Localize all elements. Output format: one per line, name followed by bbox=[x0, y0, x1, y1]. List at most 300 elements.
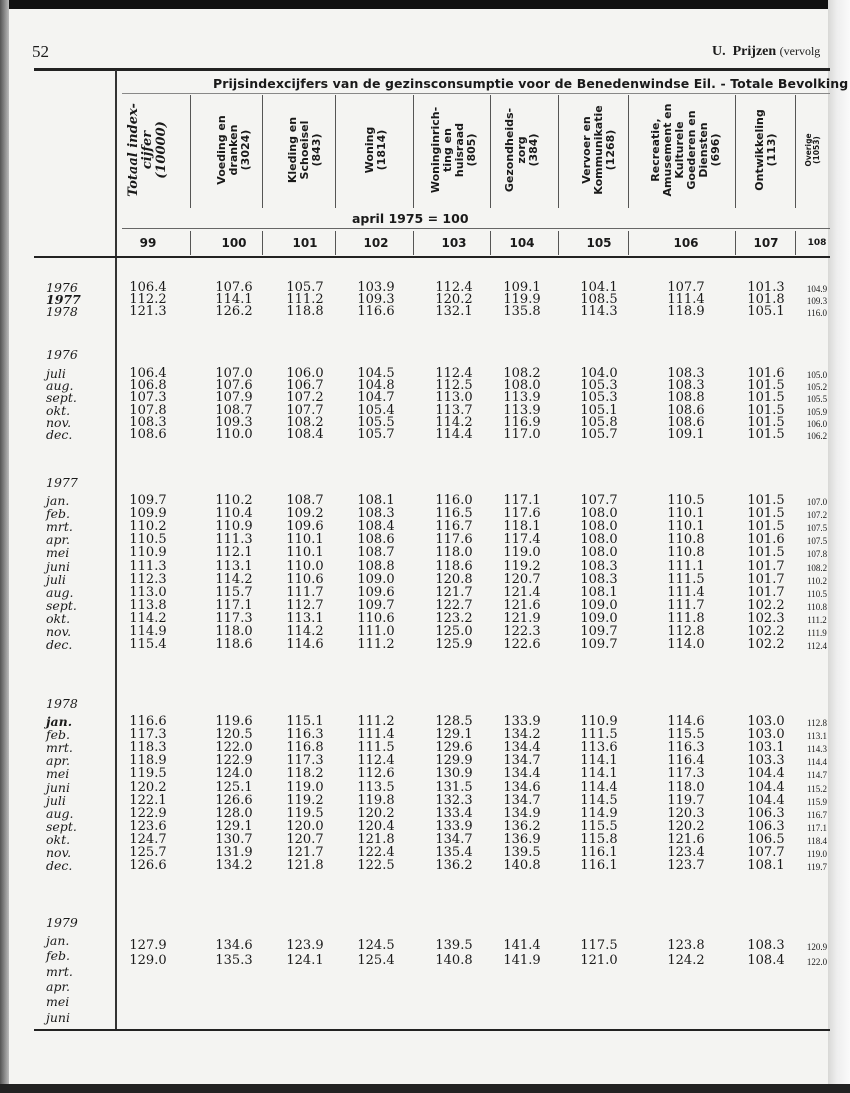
table-cell: 123.8 bbox=[667, 938, 705, 953]
table-cell: 117.6 bbox=[435, 532, 473, 548]
table-cell: 109.0 bbox=[580, 597, 618, 613]
table-cell: 101.6 bbox=[747, 366, 785, 381]
table-cell: 121.6 bbox=[503, 597, 541, 613]
table-cell: 101.7 bbox=[747, 571, 785, 587]
row-label: mrt. bbox=[46, 519, 73, 535]
table-cell: 109.7 bbox=[129, 493, 167, 508]
column-header: Woninginrich- ting en huisraad (805) bbox=[429, 106, 478, 194]
table-cell: 116.0 bbox=[435, 493, 473, 508]
row-label: mrt. bbox=[46, 963, 73, 979]
table-cell: 116.8 bbox=[286, 740, 324, 756]
table-cell: 108.0 bbox=[580, 532, 618, 548]
row-label: juni bbox=[46, 558, 70, 574]
table-cell: 121.8 bbox=[357, 831, 395, 847]
table-cell: 108.3 bbox=[747, 938, 785, 953]
table-cell: 132.3 bbox=[435, 792, 473, 808]
table-cell: 120.5 bbox=[215, 727, 253, 743]
row-label: jan. bbox=[46, 933, 70, 948]
table-cell: 124.2 bbox=[667, 953, 705, 969]
table-cell: 108.4 bbox=[747, 953, 785, 969]
table-cell: 108.2 bbox=[503, 366, 541, 381]
table-cell: 119.5 bbox=[286, 805, 324, 821]
table-cell: 107.8 bbox=[806, 549, 828, 560]
row-label: feb. bbox=[46, 727, 70, 743]
table-cell: 101.5 bbox=[747, 493, 785, 508]
table-cell: 105.9 bbox=[806, 406, 828, 417]
table-cell: 114.6 bbox=[286, 637, 324, 653]
table-cell: 108.8 bbox=[357, 558, 395, 574]
code-divider bbox=[190, 231, 191, 255]
table-cell: 113.5 bbox=[357, 779, 395, 795]
table-cell: 110.0 bbox=[286, 558, 324, 574]
row-label: aug. bbox=[46, 584, 74, 600]
table-cell: 116.1 bbox=[580, 858, 618, 874]
table-cell: 124.0 bbox=[215, 766, 253, 782]
table-cell: 102.2 bbox=[747, 597, 785, 613]
row-label: nov. bbox=[46, 845, 72, 860]
header-bottom-rule bbox=[34, 256, 830, 258]
table-cell: 109.3 bbox=[357, 292, 395, 308]
table-cell: 141.9 bbox=[503, 953, 541, 969]
table-cell: 104.4 bbox=[747, 792, 785, 808]
table-cell: 110.2 bbox=[807, 575, 827, 586]
table-cell: 110.9 bbox=[129, 545, 167, 561]
table-cell: 110.2 bbox=[129, 519, 167, 535]
table-cell: 135.8 bbox=[503, 304, 541, 320]
row-label: juni bbox=[46, 1009, 70, 1025]
row-label: okt. bbox=[46, 402, 71, 418]
table-cell: 107.2 bbox=[286, 390, 324, 406]
table-cell: 110.5 bbox=[807, 588, 827, 599]
table-cell: 114.1 bbox=[215, 292, 253, 308]
table-cell: 110.6 bbox=[286, 571, 324, 587]
table-cell: 113.1 bbox=[286, 610, 324, 626]
row-label: jan. bbox=[46, 714, 73, 729]
table-cell: 109.1 bbox=[667, 427, 705, 442]
table-cell: 112.4 bbox=[357, 753, 395, 769]
column-divider bbox=[190, 95, 191, 208]
row-label: 1978 bbox=[46, 304, 78, 320]
table-cell: 109.1 bbox=[503, 280, 541, 295]
table-cell: 106.3 bbox=[747, 818, 785, 834]
table-cell: 116.1 bbox=[580, 845, 618, 860]
table-cell: 108.3 bbox=[667, 378, 705, 394]
table-cell: 120.2 bbox=[357, 805, 395, 821]
table-cell: 108.6 bbox=[667, 402, 705, 418]
table-cell: 114.9 bbox=[580, 805, 618, 821]
chapter-letter: U. bbox=[712, 44, 726, 59]
table-cell: 119.7 bbox=[807, 862, 827, 873]
table-cell: 112.3 bbox=[129, 571, 167, 587]
column-header: Recreatie, Amusement en Kulturele Goederen en Diensten (696) bbox=[649, 103, 722, 197]
table-cell: 101.5 bbox=[747, 402, 785, 418]
code-divider bbox=[795, 231, 796, 255]
table-cell: 104.4 bbox=[747, 766, 785, 782]
table-cell: 124.1 bbox=[286, 953, 324, 969]
table-cell: 132.1 bbox=[435, 304, 473, 320]
table-cell: 110.1 bbox=[286, 532, 324, 548]
table-cell: 112.4 bbox=[807, 641, 827, 652]
table-cell: 123.2 bbox=[435, 610, 473, 626]
table-cell: 108.2 bbox=[286, 414, 324, 430]
table-cell: 110.5 bbox=[667, 493, 705, 508]
table-cell: 102.3 bbox=[747, 610, 785, 626]
table-cell: 118.0 bbox=[667, 779, 705, 795]
row-label: aug. bbox=[46, 805, 74, 821]
table-cell: 107.2 bbox=[806, 510, 828, 521]
table-cell: 134.6 bbox=[215, 938, 253, 953]
table-cell: 107.7 bbox=[667, 280, 705, 295]
column-header: Vervoer en Kommunikatie (1268) bbox=[580, 105, 617, 195]
table-cell: 118.2 bbox=[286, 766, 324, 782]
column-header: Woning (1814) bbox=[363, 126, 388, 174]
table-cell: 107.7 bbox=[580, 493, 618, 508]
table-cell: 113.6 bbox=[580, 740, 618, 756]
table-cell: 120.2 bbox=[667, 818, 705, 834]
table-cell: 122.9 bbox=[129, 805, 167, 821]
table-cell: 123.6 bbox=[129, 818, 167, 834]
table-cell: 116.0 bbox=[807, 308, 827, 319]
table-cell: 108.3 bbox=[129, 414, 167, 430]
table-cell: 107.7 bbox=[286, 402, 324, 418]
section-year: 1976 bbox=[46, 347, 78, 362]
table-cell: 111.9 bbox=[807, 628, 827, 638]
table-cell: 109.2 bbox=[286, 506, 324, 522]
table-cell: 115.5 bbox=[667, 727, 705, 743]
table-cell: 116.6 bbox=[129, 714, 167, 729]
table-cell: 101.6 bbox=[747, 532, 785, 548]
table-cell: 106.4 bbox=[129, 280, 167, 295]
row-label: 1976 bbox=[46, 280, 78, 295]
table-cell: 103.9 bbox=[357, 280, 395, 295]
table-cell: 101.5 bbox=[747, 506, 785, 522]
table-cell: 108.1 bbox=[357, 493, 395, 508]
table-cell: 110.6 bbox=[357, 610, 395, 626]
table-cell: 111.5 bbox=[357, 740, 395, 756]
table-cell: 111.1 bbox=[667, 558, 705, 574]
table-cell: 110.0 bbox=[215, 427, 253, 442]
table-cell: 113.1 bbox=[807, 731, 827, 742]
table-cell: 117.6 bbox=[503, 506, 541, 522]
table-cell: 124.5 bbox=[357, 938, 395, 953]
table-cell: 129.6 bbox=[435, 740, 473, 756]
table-cell: 126.6 bbox=[215, 792, 253, 808]
table-cell: 119.2 bbox=[503, 558, 541, 574]
table-cell: 123.4 bbox=[667, 845, 705, 860]
table-cell: 117.0 bbox=[503, 427, 541, 442]
table-cell: 109.7 bbox=[580, 624, 618, 639]
table-cell: 141.4 bbox=[503, 938, 541, 953]
table-cell: 105.3 bbox=[580, 378, 618, 394]
table-cell: 108.0 bbox=[580, 519, 618, 535]
table-cell: 134.7 bbox=[503, 753, 541, 769]
table-cell: 110.2 bbox=[215, 493, 253, 508]
table-cell: 120.9 bbox=[806, 942, 828, 952]
table-cell: 122.1 bbox=[129, 792, 167, 808]
table-cell: 131.9 bbox=[215, 845, 253, 860]
table-cell: 129.1 bbox=[435, 727, 473, 743]
table-cell: 112.7 bbox=[286, 597, 324, 613]
table-cell: 114.2 bbox=[286, 624, 324, 639]
table-cell: 110.1 bbox=[286, 545, 324, 561]
table-cell: 125.7 bbox=[129, 845, 167, 860]
column-code: 102 bbox=[363, 236, 389, 250]
table-cell: 121.7 bbox=[435, 584, 473, 600]
table-cell: 134.4 bbox=[503, 766, 541, 782]
row-label: dec. bbox=[46, 637, 73, 653]
table-cell: 120.7 bbox=[503, 571, 541, 587]
table-cell: 117.5 bbox=[580, 938, 618, 953]
column-code: 101 bbox=[292, 236, 318, 250]
table-cell: 105.1 bbox=[580, 402, 618, 418]
table-cell: 123.7 bbox=[667, 858, 705, 874]
table-cell: 117.3 bbox=[667, 766, 705, 782]
table-cell: 133.9 bbox=[435, 818, 473, 834]
table-cell: 131.5 bbox=[435, 779, 473, 795]
table-cell: 109.7 bbox=[357, 597, 395, 613]
table-cell: 107.6 bbox=[215, 280, 253, 295]
table-cell: 103.0 bbox=[747, 727, 785, 743]
table-cell: 140.8 bbox=[435, 953, 473, 969]
table-cell: 129.0 bbox=[129, 953, 167, 969]
table-cell: 107.5 bbox=[806, 523, 828, 534]
table-cell: 113.0 bbox=[435, 390, 473, 406]
table-cell: 107.0 bbox=[215, 366, 253, 381]
table-cell: 134.9 bbox=[503, 805, 541, 821]
row-label: feb. bbox=[46, 506, 70, 522]
table-cell: 108.7 bbox=[357, 545, 395, 561]
table-cell: 114.3 bbox=[580, 304, 618, 320]
row-label: sept. bbox=[46, 390, 77, 406]
table-cell: 121.9 bbox=[503, 610, 541, 626]
table-cell: 109.7 bbox=[580, 637, 618, 653]
table-cell: 106.0 bbox=[806, 418, 828, 429]
table-cell: 114.3 bbox=[807, 744, 827, 755]
table-cell: 105.7 bbox=[357, 427, 395, 442]
table-cell: 115.9 bbox=[807, 796, 827, 807]
table-cell: 118.0 bbox=[435, 545, 473, 561]
table-cell: 124.7 bbox=[129, 831, 167, 847]
table-cell: 105.7 bbox=[286, 280, 324, 295]
table-cell: 119.0 bbox=[807, 849, 827, 859]
table-cell: 101.5 bbox=[747, 390, 785, 406]
column-code: 106 bbox=[673, 236, 699, 250]
row-label: sept. bbox=[46, 597, 77, 613]
column-header: Overige (1053) bbox=[804, 133, 821, 167]
table-cell: 104.4 bbox=[747, 779, 785, 795]
row-label: nov. bbox=[46, 414, 72, 430]
top-rule bbox=[34, 68, 830, 71]
row-label: okt. bbox=[46, 831, 71, 847]
table-cell: 112.8 bbox=[667, 624, 705, 639]
row-label: apr. bbox=[46, 532, 71, 548]
table-cell: 109.3 bbox=[215, 414, 253, 430]
table-cell: 109.6 bbox=[357, 584, 395, 600]
table-cell: 113.1 bbox=[215, 558, 253, 574]
table-cell: 106.0 bbox=[286, 366, 324, 381]
table-cell: 114.7 bbox=[807, 770, 827, 781]
table-cell: 103.1 bbox=[747, 740, 785, 756]
table-cell: 113.0 bbox=[129, 584, 167, 600]
table-cell: 116.7 bbox=[807, 809, 827, 820]
table-cell: 111.3 bbox=[215, 532, 253, 548]
table-cell: 121.4 bbox=[503, 584, 541, 600]
table-cell: 115.2 bbox=[807, 783, 827, 794]
table-cell: 108.0 bbox=[580, 506, 618, 522]
table-cell: 111.2 bbox=[357, 637, 395, 653]
table-cell: 105.7 bbox=[580, 427, 618, 442]
row-label: jan. bbox=[46, 493, 70, 508]
row-label: nov. bbox=[46, 624, 72, 639]
table-cell: 108.3 bbox=[357, 506, 395, 522]
table-cell: 122.7 bbox=[435, 597, 473, 613]
table-cell: 130.9 bbox=[435, 766, 473, 782]
table-cell: 106.4 bbox=[129, 366, 167, 381]
table-cell: 118.6 bbox=[435, 558, 473, 574]
table-cell: 110.5 bbox=[129, 532, 167, 548]
column-code: 107 bbox=[753, 236, 779, 250]
table-cell: 128.5 bbox=[435, 714, 473, 729]
column-header: Ontwikkeling (113) bbox=[753, 109, 778, 191]
table-cell: 126.2 bbox=[215, 304, 253, 320]
table-cell: 111.2 bbox=[357, 714, 395, 729]
table-cell: 135.4 bbox=[435, 845, 473, 860]
table-cell: 117.1 bbox=[503, 493, 541, 508]
table-cell: 122.0 bbox=[215, 740, 253, 756]
column-header: Kleding en Schoeisel (843) bbox=[286, 116, 323, 184]
base-period: april 1975 = 100 bbox=[352, 211, 469, 226]
section-year: 1977 bbox=[46, 475, 78, 490]
stub-divider bbox=[115, 70, 117, 1030]
table-cell: 122.9 bbox=[215, 753, 253, 769]
table-cell: 119.0 bbox=[286, 779, 324, 795]
table-cell: 105.8 bbox=[580, 414, 618, 430]
row-label: mei bbox=[46, 994, 70, 1010]
row-label: apr. bbox=[46, 753, 71, 769]
table-cell: 118.3 bbox=[129, 740, 167, 756]
table-cell: 120.4 bbox=[357, 818, 395, 834]
table-cell: 102.2 bbox=[747, 624, 785, 639]
table-cell: 136.2 bbox=[503, 818, 541, 834]
row-label: juli bbox=[46, 366, 66, 381]
table-cell: 110.9 bbox=[580, 714, 618, 729]
table-cell: 118.1 bbox=[503, 519, 541, 535]
table-cell: 104.7 bbox=[357, 390, 395, 406]
table-cell: 105.4 bbox=[357, 402, 395, 418]
table-cell: 111.7 bbox=[286, 584, 324, 600]
table-cell: 109.6 bbox=[286, 519, 324, 535]
table-cell: 108.8 bbox=[667, 390, 705, 406]
table-cell: 106.7 bbox=[286, 378, 324, 394]
table-cell: 101.5 bbox=[747, 414, 785, 430]
table-cell: 108.5 bbox=[580, 292, 618, 308]
table-cell: 101.5 bbox=[747, 378, 785, 394]
table-cell: 106.3 bbox=[747, 805, 785, 821]
table-cell: 139.5 bbox=[503, 845, 541, 860]
column-code: 105 bbox=[586, 236, 612, 250]
table-cell: 121.8 bbox=[286, 858, 324, 874]
table-cell: 119.5 bbox=[129, 766, 167, 782]
table-cell: 105.5 bbox=[357, 414, 395, 430]
row-label: sept. bbox=[46, 818, 77, 834]
table-cell: 115.7 bbox=[215, 584, 253, 600]
table-cell: 113.9 bbox=[503, 402, 541, 418]
table-cell: 128.0 bbox=[215, 805, 253, 821]
table-cell: 108.4 bbox=[286, 427, 324, 442]
table-cell: 108.1 bbox=[580, 584, 618, 600]
row-label: aug. bbox=[46, 378, 74, 394]
table-cell: 105.5 bbox=[806, 394, 828, 405]
table-cell: 135.3 bbox=[215, 953, 253, 969]
table-cell: 133.9 bbox=[503, 714, 541, 729]
table-cell: 106.5 bbox=[747, 831, 785, 847]
table-cell: 104.5 bbox=[357, 366, 395, 381]
table-cell: 117.3 bbox=[286, 753, 324, 769]
table-cell: 101.3 bbox=[747, 280, 785, 295]
table-cell: 111.2 bbox=[286, 292, 324, 308]
table-cell: 125.4 bbox=[357, 953, 395, 969]
table-cell: 116.9 bbox=[503, 414, 541, 430]
code-divider bbox=[413, 231, 414, 255]
table-cell: 121.0 bbox=[580, 953, 618, 969]
table-cell: 111.4 bbox=[357, 727, 395, 743]
table-cell: 111.4 bbox=[667, 584, 705, 600]
table-cell: 122.5 bbox=[357, 858, 395, 874]
table-cell: 134.7 bbox=[435, 831, 473, 847]
table-cell: 104.0 bbox=[580, 366, 618, 381]
table-cell: 105.2 bbox=[806, 382, 828, 393]
table-cell: 120.2 bbox=[129, 779, 167, 795]
table-cell: 126.6 bbox=[129, 858, 167, 874]
row-label: feb. bbox=[46, 948, 70, 964]
table-cell: 113.8 bbox=[129, 597, 167, 613]
table-cell: 119.7 bbox=[667, 792, 705, 808]
row-label: mei bbox=[46, 545, 70, 561]
chapter-title: Prijzen bbox=[732, 44, 777, 59]
table-cell: 114.0 bbox=[667, 637, 705, 653]
table-cell: 119.9 bbox=[503, 292, 541, 308]
table-cell: 118.4 bbox=[807, 835, 827, 846]
table-cell: 107.0 bbox=[806, 497, 828, 507]
table-cell: 104.8 bbox=[357, 378, 395, 394]
scan-border-left bbox=[0, 0, 9, 1093]
table-cell: 120.2 bbox=[435, 292, 473, 308]
table-cell: 102.2 bbox=[747, 637, 785, 653]
row-label: mrt. bbox=[46, 740, 73, 756]
table-cell: 118.0 bbox=[215, 624, 253, 639]
column-header: Totaal index- cijfer (10000) bbox=[126, 103, 169, 197]
table-cell: 112.6 bbox=[357, 766, 395, 782]
table-cell: 108.7 bbox=[286, 493, 324, 508]
table-cell: 104.1 bbox=[580, 280, 618, 295]
table-cell: 121.7 bbox=[286, 845, 324, 860]
table-cell: 114.1 bbox=[580, 753, 618, 769]
code-divider bbox=[335, 231, 336, 255]
table-cell: 119.8 bbox=[357, 792, 395, 808]
table-cell: 107.7 bbox=[747, 845, 785, 860]
table-cell: 114.2 bbox=[215, 571, 253, 587]
table-cell: 108.6 bbox=[667, 414, 705, 430]
table-cell: 111.0 bbox=[357, 624, 395, 639]
table-cell: 108.6 bbox=[129, 427, 167, 442]
code-divider bbox=[735, 231, 736, 255]
table-cell: 108.3 bbox=[580, 571, 618, 587]
table-cell: 133.4 bbox=[435, 805, 473, 821]
table-cell: 110.9 bbox=[215, 519, 253, 535]
table-cell: 114.4 bbox=[580, 779, 618, 795]
table-cell: 136.2 bbox=[435, 858, 473, 874]
table-cell: 110.8 bbox=[807, 601, 827, 612]
